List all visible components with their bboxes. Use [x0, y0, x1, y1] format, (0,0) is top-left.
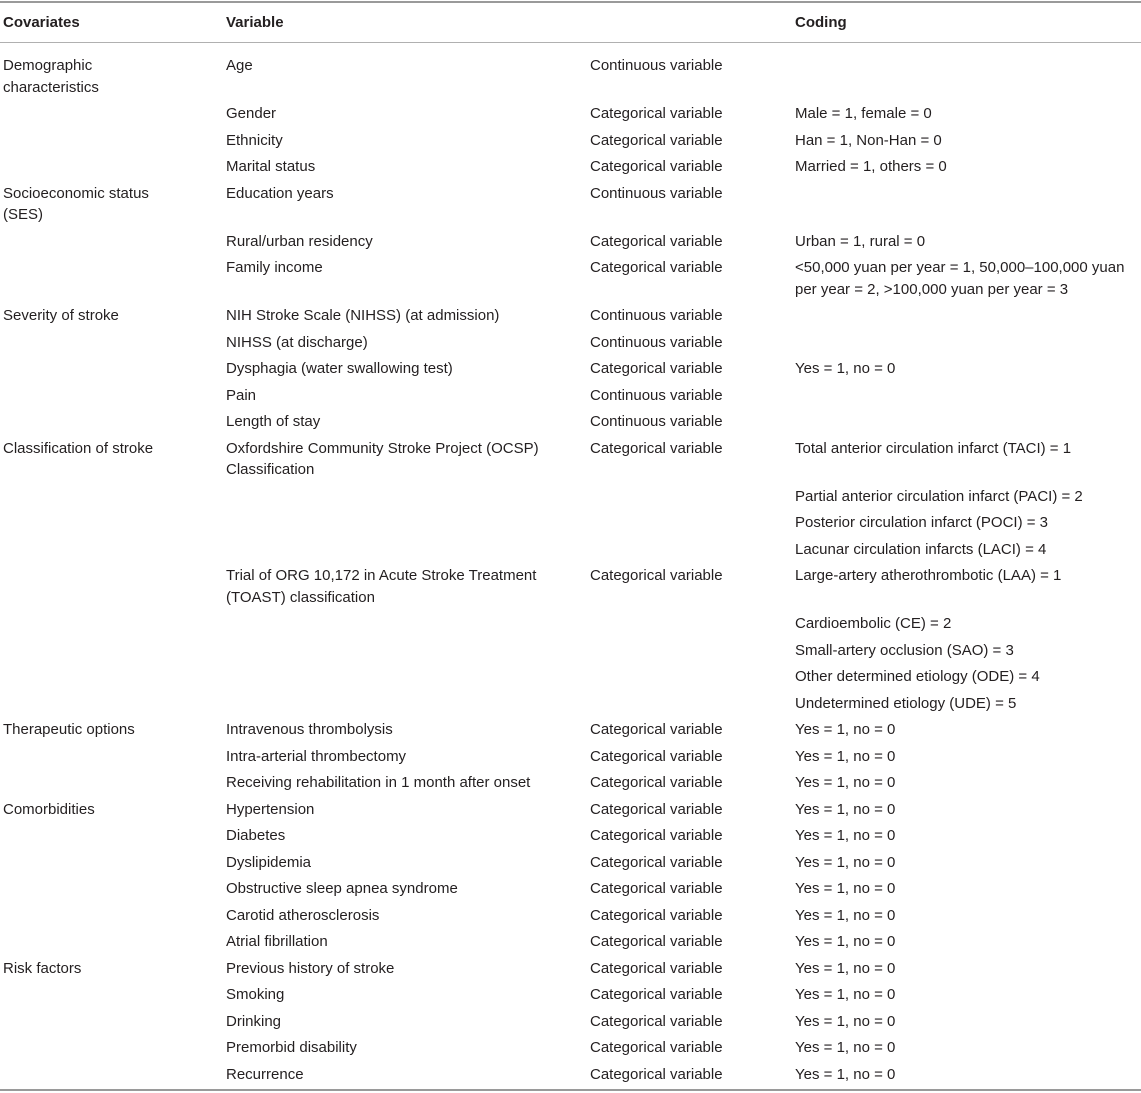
- coding-cell: Total anterior circulation infarct (TACI) = 1: [795, 439, 1072, 457]
- coding-cell: Yes = 1, no = 0: [795, 747, 896, 765]
- header-divider-rule: [0, 42, 1141, 43]
- covariate-group-label: Severity of stroke: [3, 307, 119, 324]
- coding-cell: Cardioembolic (CE) = 2: [795, 615, 952, 632]
- variable-type-cell: Categorical variable: [590, 439, 723, 457]
- variable-cell: Ethnicity: [226, 131, 283, 149]
- coding-cell: Yes = 1, no = 0: [795, 721, 896, 738]
- variable-type-cell: Categorical variable: [590, 232, 723, 250]
- variable-cell: Age: [226, 57, 253, 74]
- variable-cell: Intra-arterial thrombectomy: [226, 747, 407, 765]
- variable-cell: Previous history of stroke: [226, 959, 395, 977]
- covariate-group-label: Demographic: [3, 57, 93, 74]
- covariate-group-label: (SES): [3, 206, 44, 223]
- variable-cell: Rural/urban residency: [226, 232, 373, 250]
- variable-type-cell: Categorical variable: [590, 800, 723, 818]
- coding-cell: Yes = 1, no = 0: [795, 1012, 896, 1030]
- coding-cell: Married = 1, others = 0: [795, 158, 947, 175]
- variable-type-cell: Categorical variable: [590, 774, 723, 791]
- variable-cell: Trial of ORG 10,172 in Acute Stroke Treatment: [226, 567, 537, 584]
- table-bottom-rule: [0, 1089, 1141, 1091]
- variable-type-cell: Continuous variable: [590, 413, 723, 430]
- covariate-group-label: Comorbidities: [3, 800, 95, 818]
- variable-cell: Carotid atherosclerosis: [226, 906, 380, 924]
- coding-cell: Yes = 1, no = 0: [795, 933, 896, 950]
- coding-cell: Yes = 1, no = 0: [795, 959, 896, 977]
- variable-type-cell: Continuous variable: [590, 386, 723, 404]
- covariate-group-label: Classification of stroke: [3, 439, 154, 457]
- variable-type-cell: Categorical variable: [590, 105, 723, 122]
- variable-cell: Drinking: [226, 1012, 282, 1030]
- coding-cell: Urban = 1, rural = 0: [795, 232, 926, 250]
- coding-cell: Yes = 1, no = 0: [795, 827, 896, 844]
- coding-cell: Posterior circulation infarct (POCI) = 3: [795, 514, 1049, 531]
- coding-cell: Other determined etiology (ODE) = 4: [795, 668, 1040, 685]
- variable-cell: Diabetes: [226, 827, 286, 844]
- variable-cell: Dysphagia (water swallowing test): [226, 360, 453, 377]
- variable-type-cell: Categorical variable: [590, 131, 723, 149]
- coding-cell: Yes = 1, no = 0: [795, 800, 896, 818]
- variable-type-cell: Categorical variable: [590, 567, 723, 584]
- variable-type-cell: Categorical variable: [590, 827, 723, 844]
- variable-type-cell: Categorical variable: [590, 986, 723, 1003]
- variable-type-cell: Categorical variable: [590, 959, 723, 977]
- variable-cell: Gender: [226, 105, 277, 122]
- covariate-group-label: Therapeutic options: [3, 721, 135, 738]
- coding-cell: Male = 1, female = 0: [795, 105, 932, 122]
- variable-cell: Education years: [226, 184, 334, 202]
- covariate-group-label: characteristics: [3, 78, 99, 96]
- covariate-group-label: Risk factors: [3, 959, 82, 977]
- variable-cell: Pain: [226, 386, 257, 404]
- coding-cell: Small-artery occlusion (SAO) = 3: [795, 641, 1014, 659]
- coding-cell: Han = 1, Non-Han = 0: [795, 131, 942, 149]
- header-variable: Variable: [226, 14, 284, 31]
- variable-cell: Obstructive sleep apnea syndrome: [226, 880, 458, 897]
- coding-cell: per year = 2, >100,000 yuan per year = 3: [795, 280, 1069, 298]
- variable-type-cell: Categorical variable: [590, 1039, 723, 1056]
- variable-cell: Intravenous thrombolysis: [226, 721, 393, 738]
- variable-type-cell: Categorical variable: [590, 747, 723, 765]
- variable-type-cell: Categorical variable: [590, 158, 723, 175]
- coding-cell: Yes = 1, no = 0: [795, 360, 896, 377]
- variable-cell: NIHSS (at discharge): [226, 333, 368, 351]
- coding-cell: <50,000 yuan per year = 1, 50,000–100,000 yuan: [795, 259, 1125, 276]
- variable-type-cell: Categorical variable: [590, 853, 723, 871]
- coding-cell: Lacunar circulation infarcts (LACI) = 4: [795, 540, 1047, 558]
- variable-cell: NIH Stroke Scale (NIHSS) (at admission): [226, 307, 500, 324]
- covariate-group-label: Socioeconomic status: [3, 184, 149, 202]
- coding-cell: Yes = 1, no = 0: [795, 774, 896, 791]
- variable-type-cell: Continuous variable: [590, 307, 723, 324]
- variable-cell: Smoking: [226, 986, 285, 1003]
- coding-cell: Undetermined etiology (UDE) = 5: [795, 694, 1017, 712]
- variable-cell: Premorbid disability: [226, 1039, 357, 1056]
- variable-type-cell: Categorical variable: [590, 880, 723, 897]
- variable-cell: Family income: [226, 259, 323, 276]
- variable-cell: Receiving rehabilitation in 1 month after onset: [226, 774, 531, 791]
- coding-cell: Yes = 1, no = 0: [795, 880, 896, 897]
- variable-cell: Recurrence: [226, 1065, 304, 1083]
- variable-type-cell: Categorical variable: [590, 1065, 723, 1083]
- variable-type-cell: Categorical variable: [590, 933, 723, 950]
- variable-type-cell: Continuous variable: [590, 333, 723, 351]
- coding-cell: Yes = 1, no = 0: [795, 1039, 896, 1056]
- coding-cell: Yes = 1, no = 0: [795, 986, 896, 1003]
- variable-cell: Oxfordshire Community Stroke Project (OCSP): [226, 439, 539, 457]
- variable-type-cell: Categorical variable: [590, 1012, 723, 1030]
- variable-cell: Hypertension: [226, 800, 315, 818]
- coding-cell: Yes = 1, no = 0: [795, 906, 896, 924]
- variable-cell: (TOAST) classification: [226, 588, 375, 606]
- variable-type-cell: Continuous variable: [590, 57, 723, 74]
- variable-cell: Classification: [226, 461, 315, 478]
- variable-cell: Atrial fibrillation: [226, 933, 328, 950]
- variable-type-cell: Continuous variable: [590, 184, 723, 202]
- variable-cell: Marital status: [226, 158, 316, 175]
- coding-cell: Large-artery atherothrombotic (LAA) = 1: [795, 567, 1062, 584]
- header-covariates: Covariates: [3, 14, 80, 31]
- variable-type-cell: Categorical variable: [590, 906, 723, 924]
- table-top-rule: [0, 1, 1141, 3]
- variable-type-cell: Categorical variable: [590, 259, 723, 276]
- variable-cell: Dyslipidemia: [226, 853, 312, 871]
- header-coding: Coding: [795, 14, 847, 31]
- coding-cell: Yes = 1, no = 0: [795, 1065, 896, 1083]
- coding-cell: Yes = 1, no = 0: [795, 853, 896, 871]
- variable-type-cell: Categorical variable: [590, 360, 723, 377]
- coding-cell: Partial anterior circulation infarct (PACI) = 2: [795, 487, 1083, 505]
- variable-type-cell: Categorical variable: [590, 721, 723, 738]
- variable-cell: Length of stay: [226, 413, 321, 430]
